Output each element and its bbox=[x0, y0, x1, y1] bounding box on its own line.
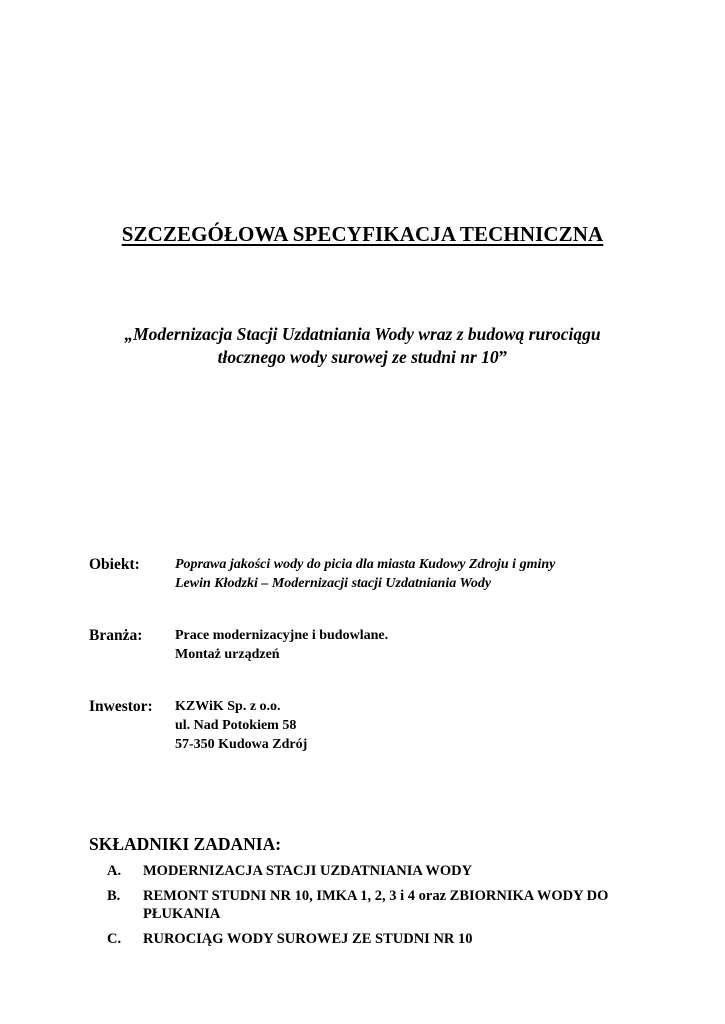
project-name-text-1: Modernizacja Stacji Uzdatniania Wody wraz z budową rurociągu bbox=[133, 324, 601, 344]
list-item-text: RUROCIĄG WODY SUROWEJ ZE STUDNI NR 10 bbox=[143, 931, 473, 947]
list-item bbox=[89, 930, 649, 948]
object-row bbox=[89, 555, 649, 593]
components-list bbox=[89, 862, 649, 955]
list-item-text: MODERNIZACJA STACJI UZDATNIANIA WODY bbox=[143, 863, 473, 879]
investor-name: KZWiK Sp. z o.o. bbox=[175, 699, 281, 714]
object-value-line-1: Poprawa jakości wody do picia dla miasta Kudowy Zdroju i gminy bbox=[175, 557, 556, 572]
project-name-line-2 bbox=[0, 346, 725, 369]
list-item-letter: C. bbox=[107, 931, 122, 947]
project-name-line-1 bbox=[0, 323, 725, 346]
document-title: SZCZEGÓŁOWA SPECYFIKACJA TECHNICZNA bbox=[121, 222, 604, 246]
object-label: Obiekt: bbox=[89, 556, 140, 573]
list-item bbox=[89, 862, 649, 880]
object-value-line-2: Lewin Kłodzki – Modernizacji stacji Uzdatniania Wody bbox=[175, 576, 492, 591]
investor-street: ul. Nad Potokiem 58 bbox=[175, 718, 297, 733]
open-quote: „ bbox=[124, 324, 134, 344]
trade-value-line-1: Prace modernizacyjne i budowlane. bbox=[175, 628, 389, 643]
trade-value-line-2: Montaż urządzeń bbox=[175, 647, 280, 662]
list-item bbox=[89, 887, 649, 923]
list-item-text: REMONT STUDNI NR 10, IMKA 1, 2, 3 i 4 oraz ZBIORNIKA WODY DO PŁUKANIA bbox=[143, 888, 609, 922]
investor-row bbox=[89, 697, 649, 754]
investor-label: Inwestor: bbox=[89, 698, 153, 715]
components-heading: SKŁADNIKI ZADANIA: bbox=[89, 834, 282, 854]
project-name-text-2: tłocznego wody surowej ze studni nr 10 bbox=[217, 347, 499, 367]
project-name bbox=[0, 323, 725, 369]
close-quote: ” bbox=[498, 347, 508, 367]
investor-value bbox=[175, 697, 307, 754]
object-value bbox=[175, 555, 555, 593]
list-item-letter: B. bbox=[107, 888, 121, 904]
investor-city: 57-350 Kudowa Zdrój bbox=[175, 737, 308, 752]
trade-row bbox=[89, 626, 649, 664]
list-item-letter: A. bbox=[107, 863, 122, 879]
trade-value bbox=[175, 626, 388, 664]
trade-label: Branża: bbox=[89, 627, 143, 644]
